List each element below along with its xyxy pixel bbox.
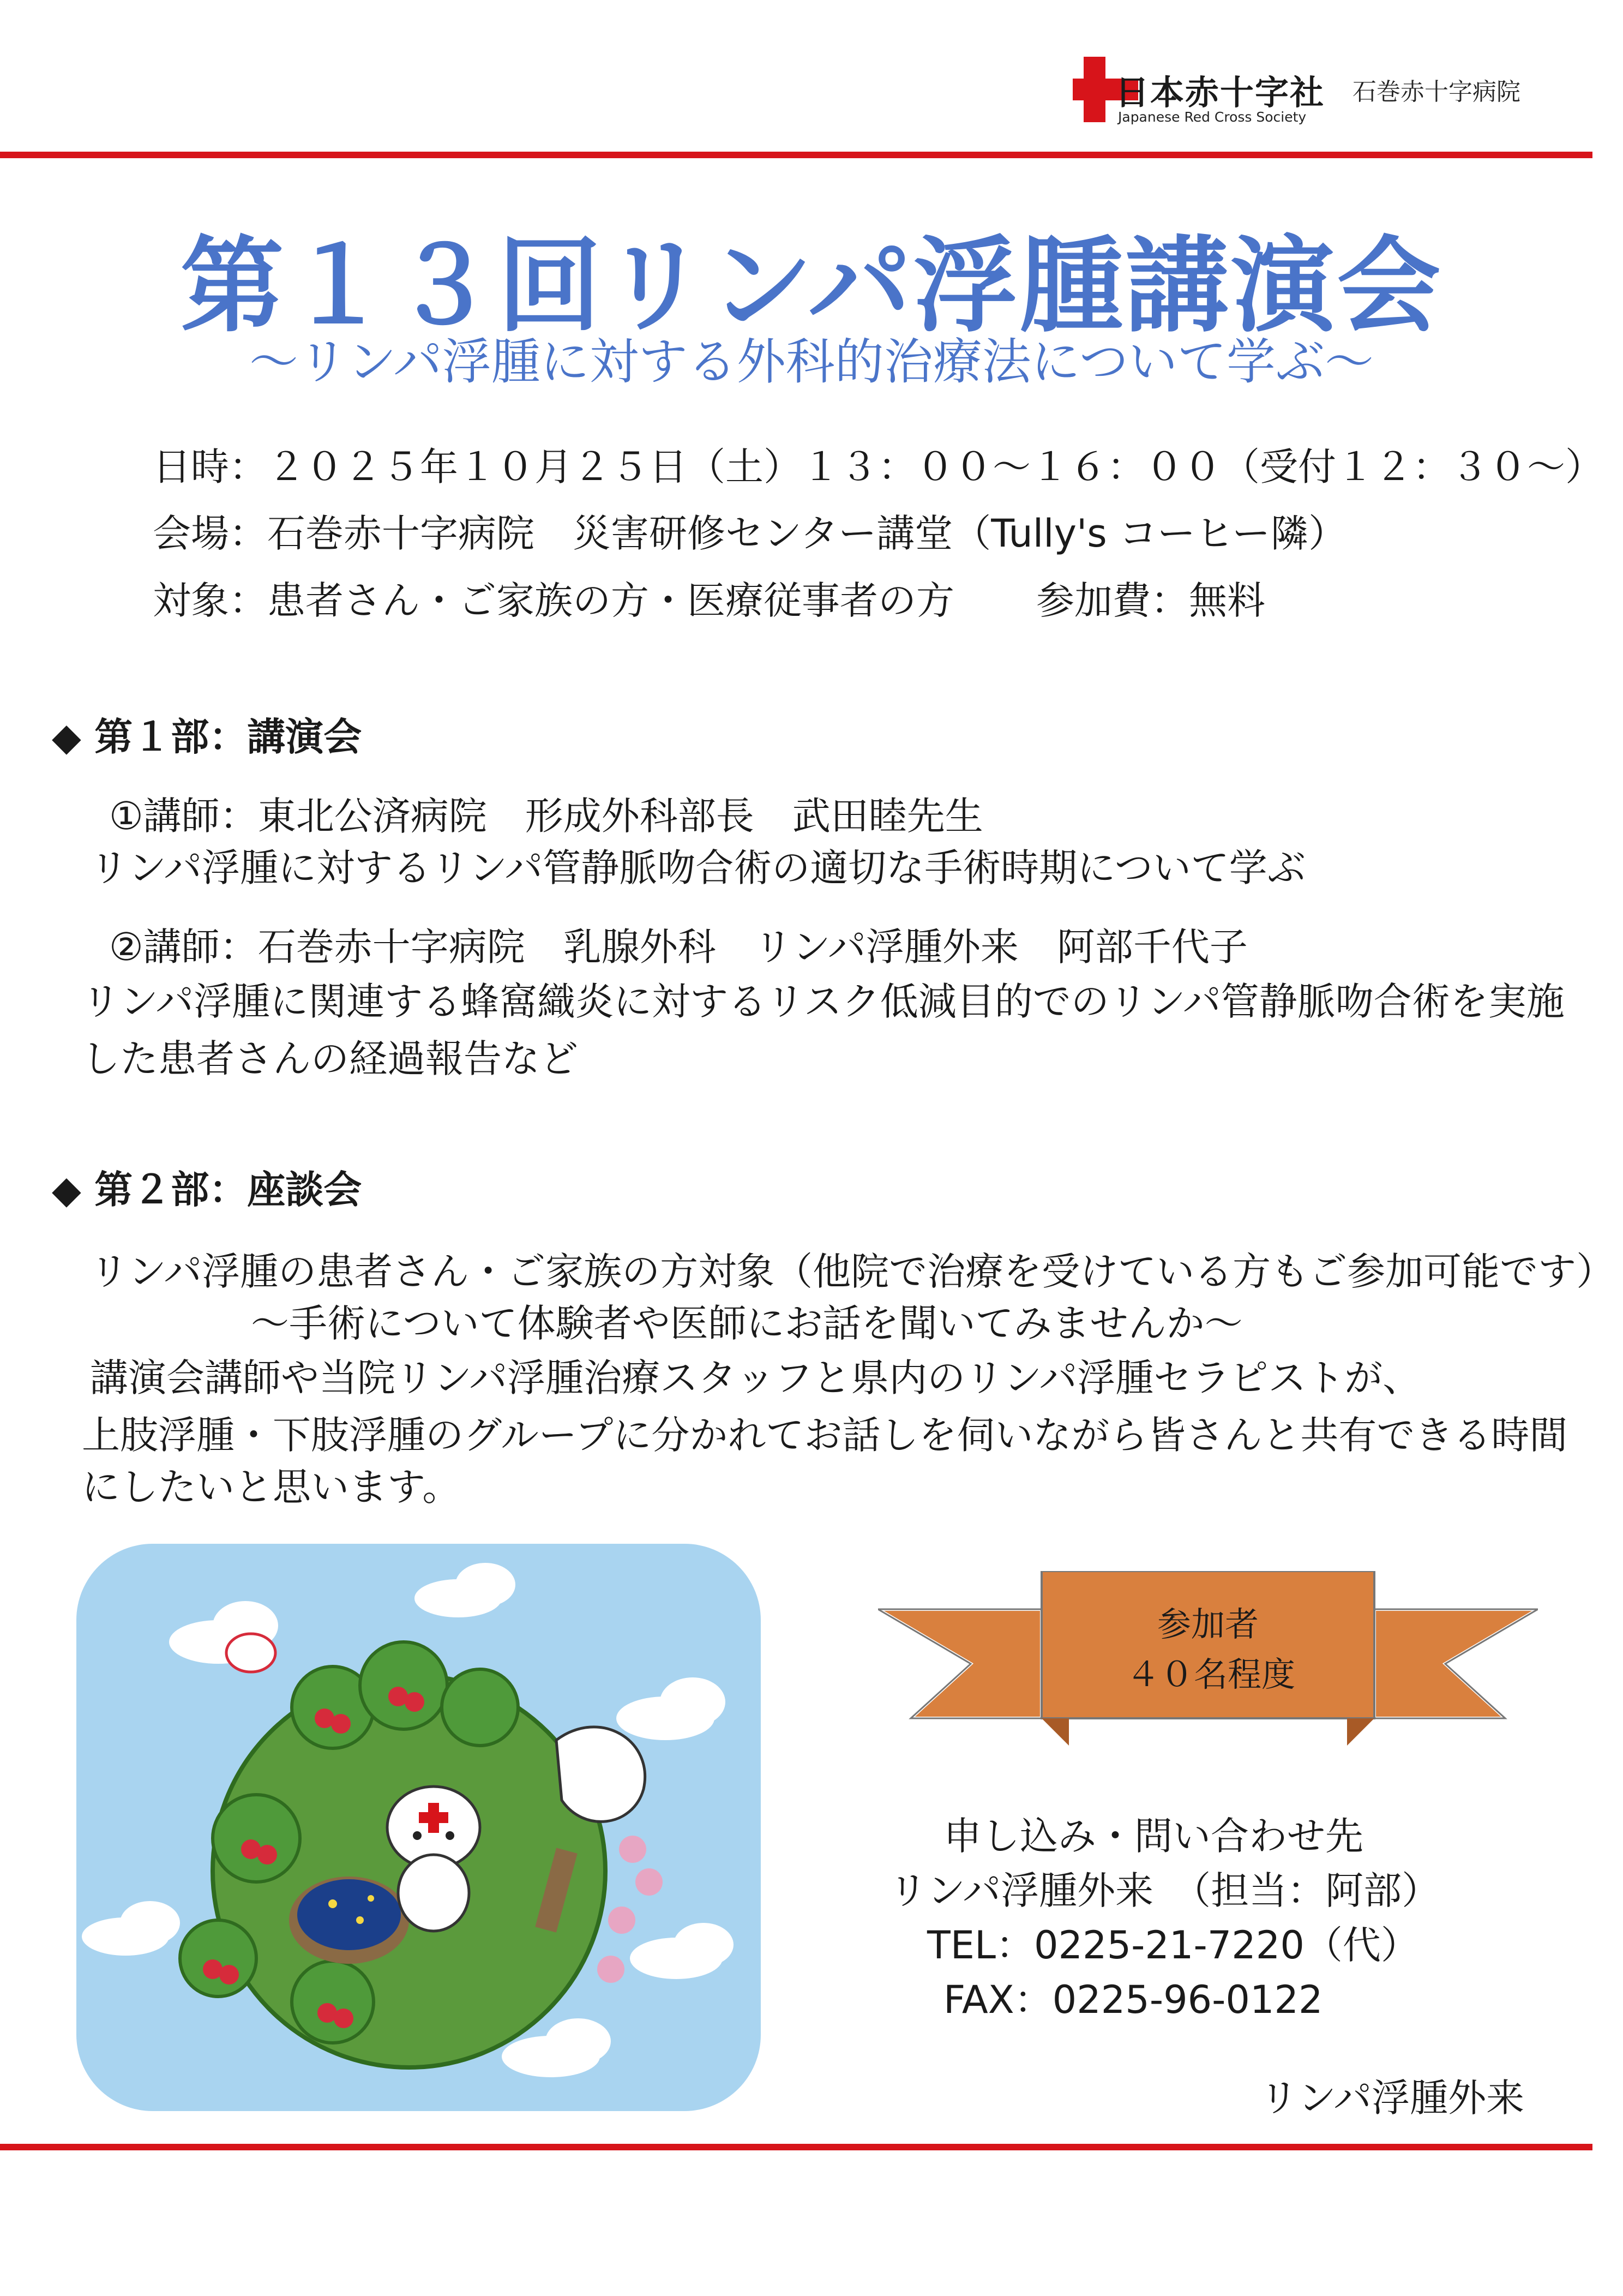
- part2-heading: ◆ 第２部：座談会: [52, 1167, 362, 1212]
- contact-fax: FAX：0225-96-0122: [943, 1977, 1323, 2022]
- ribbon-line2: ４０名程度: [1126, 1654, 1296, 1694]
- lecture2-desc-line2: した患者さんの経過報告など: [82, 1036, 578, 1081]
- globe-with-mascot-icon: [76, 1544, 761, 2111]
- header-divider: [0, 152, 1592, 158]
- lecture2-desc-line1: リンパ浮腫に関連する蜂窩織炎に対するリスク低減目的でのリンパ管静脈吻合術を実施: [82, 979, 1565, 1024]
- event-audience: 対象：患者さん・ご家族の方・医療従事者の方: [153, 578, 954, 623]
- lecture1-desc: リンパ浮腫に対するリンパ管静脈吻合術の適切な手術時期について学ぶ: [90, 846, 1306, 890]
- ribbon-line1: 参加者: [1157, 1604, 1259, 1644]
- org-name: 日本赤十字社: [1115, 73, 1325, 112]
- part2-line4: 上肢浮腫・下肢浮腫のグループに分かれてお話しを伺いながら皆さんと共有できる時間: [82, 1413, 1568, 1458]
- footer-divider: [0, 2144, 1592, 2150]
- page-subtitle: ～リンパ浮腫に対する外科的治療法について学ぶ～: [249, 333, 1374, 391]
- part1-heading: ◆ 第１部：講演会: [52, 715, 362, 759]
- event-datetime: 日時：２０２５年１０月２５日（土）１３：００～１６：００（受付１２：３０～）: [153, 445, 1603, 489]
- part2-line5: にしたいと思います。: [82, 1465, 461, 1509]
- contact-heading: 申し込み・問い合わせ先: [943, 1814, 1363, 1859]
- hospital-name: 石巻赤十字病院: [1352, 78, 1520, 106]
- contact-dept: リンパ浮腫外来 （担当：阿部）: [889, 1868, 1440, 1913]
- org-name-en: Japanese Red Cross Society: [1118, 109, 1307, 125]
- part2-line3: 講演会講師や当院リンパ浮腫治療スタッフと県内のリンパ浮腫セラピストが、: [90, 1356, 1421, 1400]
- footer-signature: リンパ浮腫外来: [1260, 2076, 1525, 2120]
- page-title: 第１３回リンパ浮腫講演会: [180, 226, 1443, 346]
- part2-line2: ～手術について体験者や医師にお話を聞いてみませんか～: [251, 1301, 1243, 1346]
- part2-line1: リンパ浮腫の患者さん・ご家族の方対象（他院で治療を受けている方もご参加可能です）: [90, 1249, 1615, 1294]
- lecturer2: ②講師：石巻赤十字病院 乳腺外科 リンパ浮腫外来 阿部千代子: [109, 925, 1248, 969]
- contact-tel: TEL：0225-21-7220（代）: [927, 1923, 1419, 1968]
- lecturer1: ①講師：東北公済病院 形成外科部長 武田睦先生: [109, 794, 983, 838]
- event-fee: 参加費：無料: [1036, 578, 1265, 623]
- event-venue: 会場：石巻赤十字病院 災害研修センター講堂（Tully's コーヒー隣）: [153, 511, 1347, 556]
- participants-ribbon: [878, 1571, 1538, 1751]
